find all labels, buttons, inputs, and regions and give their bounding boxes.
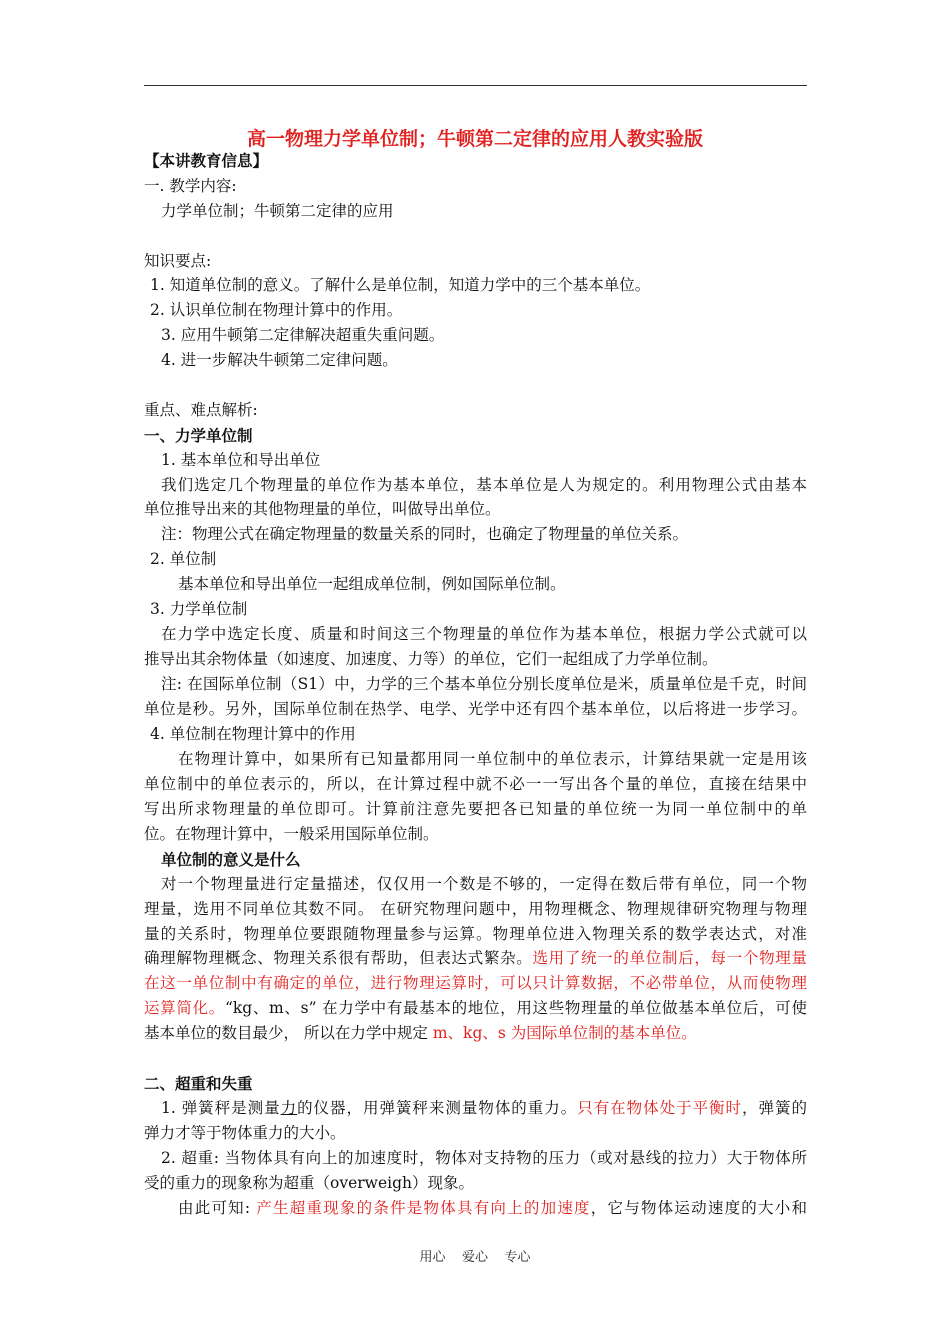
paragraph-line: 在物理计算中，如果所有已知量都用同一单位制中的单位表示，计算结果就一定是用该 xyxy=(178,750,807,768)
paragraph-line: 弹力才等于物体重力的大小。 xyxy=(144,1124,346,1142)
highlighted-line: 在这一单位制中有确定的单位，进行物理运算时，可以只计算数据，不必带单位，从而使物理 xyxy=(144,974,807,992)
paragraph-line: 对一个物理量进行定量描述，仅仅用一个数是不够的，一定得在数后带有单位，同一个物 xyxy=(161,875,807,893)
header-rule xyxy=(144,85,807,86)
subsection-heading: 3. 力学单位制 xyxy=(150,600,248,618)
text-run: 由此可知: xyxy=(178,1199,257,1217)
knowledge-points-label: 知识要点: xyxy=(144,252,212,270)
paragraph-line xyxy=(144,946,807,971)
page-footer: 用心 爱心 专心 xyxy=(419,1250,531,1265)
subsection-heading: 1. 基本单位和导出单位 xyxy=(161,451,321,469)
paragraph-line xyxy=(144,1021,807,1046)
text-run: ，它与物体运动速度的大小和 xyxy=(590,1199,807,1217)
subsection-heading: 4. 单位制在物理计算中的作用 xyxy=(150,725,356,743)
part1-heading: 一、力学单位制 xyxy=(144,426,253,445)
paragraph-line: 推导出其余物体量（如速度、加速度、力等）的单位，它们一起组成了力学单位制。 xyxy=(144,650,718,668)
paragraph-line: 基本单位和导出单位一起组成单位制，例如国际单位制。 xyxy=(178,575,566,593)
text-run: 的仪器，用弹簧秤来测量物体的重力。 xyxy=(297,1099,578,1117)
document-title: 高一物理力学单位制；牛顿第二定律的应用人教实验版 xyxy=(246,128,703,150)
part2-heading: 二、超重和失重 xyxy=(144,1074,253,1093)
paragraph-line: 受的重力的现象称为超重（overweigh）现象。 xyxy=(144,1174,474,1192)
paragraph-line xyxy=(144,996,807,1021)
highlighted-text: 选用了统一的单位制后，每一个物理量 xyxy=(532,949,807,967)
knowledge-point-item: 1. 知道单位制的意义。了解什么是单位制，知道力学中的三个基本单位。 xyxy=(150,276,651,294)
teaching-content-label: 一. 教学内容: xyxy=(144,177,237,195)
highlighted-text: 运算简化。 xyxy=(144,999,225,1017)
text-run: 1. 弹簧秤是测量 xyxy=(161,1099,281,1117)
knowledge-point-item: 4. 进一步解决牛顿第二定律问题。 xyxy=(161,351,398,369)
paragraph-line: 单位推导出来的其他物理量的单位，叫做导出单位。 xyxy=(144,500,501,518)
paragraph-line: 位。在物理计算中，一般采用国际单位制。 xyxy=(144,825,439,843)
analysis-label: 重点、难点解析: xyxy=(144,401,258,419)
teaching-content-text: 力学单位制；牛顿第二定律的应用 xyxy=(161,202,394,220)
text-run: “kg、m、s” 在力学中有最基本的地位，用这些物理量的单位做基本单位后，可使 xyxy=(224,999,807,1017)
paragraph-line: 在力学中选定长度、质量和时间这三个物理量的单位作为基本单位，根据力学公式就可以 xyxy=(161,625,807,643)
paragraph-line: 单位制中的单位表示的，所以，在计算过程中就不必一一写出各个量的单位，直接在结果中 xyxy=(144,775,807,793)
text-run: 基本单位的数目最少， 所以在力学中规定 xyxy=(144,1024,433,1042)
meaning-heading: 单位制的意义是什么 xyxy=(161,850,301,869)
paragraph-line: 量的关系时，物理单位要跟随物理量参与运算。物理单位进入物理关系的数学表达式，对准 xyxy=(144,925,807,943)
paragraph-line: 写出所求物理量的单位即可。计算前注意先要把各已知量的单位统一为同一单位制中的单 xyxy=(144,800,807,818)
highlighted-text: 只有在物体处于平衡时 xyxy=(577,1099,743,1117)
paragraph-line xyxy=(161,1096,807,1121)
knowledge-point-item: 2. 认识单位制在物理计算中的作用。 xyxy=(150,301,403,319)
paragraph-line: 2. 超重: 当物体具有向上的加速度时，物体对支持物的压力（或对悬线的拉力）大于物体所 xyxy=(161,1149,807,1167)
paragraph-line: 理量，选用不同单位其数不同。 在研究物理问题中，用物理概念、物理规律研究物理与物理 xyxy=(144,900,807,918)
paragraph-line xyxy=(178,1196,807,1221)
note-line: 注: 在国际单位制（S1）中，力学的三个基本单位分别长度单位是米，质量单位是千克，时间 xyxy=(161,675,807,693)
text-run: ，弹簧的 xyxy=(742,1099,807,1117)
highlighted-text: 产生超重现象的条件是物体具有向上的加速度 xyxy=(256,1199,591,1217)
highlighted-text: m、kg、s 为国际单位制的基本单位。 xyxy=(432,1024,697,1042)
subsection-heading: 2. 单位制 xyxy=(150,550,217,568)
knowledge-point-item: 3. 应用牛顿第二定律解决超重失重问题。 xyxy=(161,326,445,344)
underlined-text: 力 xyxy=(280,1099,298,1117)
note-line: 注：物理公式在确定物理量的数量关系的同时，也确定了物理量的单位关系。 xyxy=(161,525,689,543)
paragraph-line: 我们选定几个物理量的单位作为基本单位，基本单位是人为规定的。利用物理公式由基本 xyxy=(161,476,807,494)
note-line: 单位是秒。另外，国际单位制在热学、电学、光学中还有四个基本单位，以后将进一步学习。 xyxy=(144,700,807,718)
text-run: 确理解物理概念、物理关系很有帮助，但表达式繁杂。 xyxy=(144,949,533,967)
section-header: 【本讲教育信息】 xyxy=(144,151,269,170)
